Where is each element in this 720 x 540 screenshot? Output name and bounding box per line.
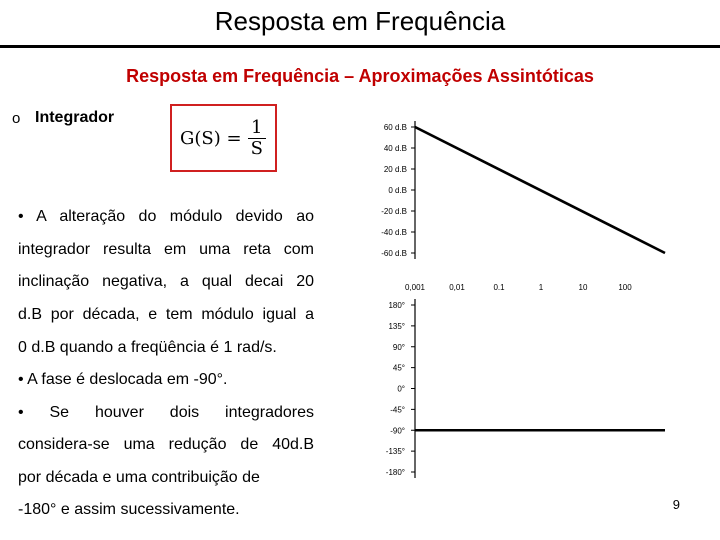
body-text-line-9: por década e uma contribuição de bbox=[18, 469, 260, 486]
body-text-line-3: inclinação negativa, a qual decai 20 bbox=[18, 273, 314, 290]
magnitude-x-tick-label: 0,01 bbox=[449, 283, 465, 292]
slide-title: Resposta em Frequência bbox=[214, 6, 506, 36]
section-bullet: o bbox=[12, 110, 21, 127]
magnitude-x-tick-label: 0,001 bbox=[404, 283, 426, 292]
transfer-function-box bbox=[170, 104, 277, 172]
phase-y-tick-label: -135° bbox=[385, 447, 405, 457]
body-text-line-1: • A alteração do módulo devido ao bbox=[18, 208, 314, 225]
body-text-line-8: considera-se uma redução de 40d.B bbox=[18, 436, 314, 453]
magnitude-y-tick-label: 40 d.B bbox=[383, 144, 407, 153]
magnitude-x-tick-label: 100 bbox=[618, 283, 632, 292]
phase-y-tick-label: -90° bbox=[390, 426, 405, 436]
formula-numerator: 1 bbox=[251, 117, 263, 138]
phase-y-tick-label: 45° bbox=[392, 363, 405, 373]
page-number: 9 bbox=[672, 497, 680, 512]
phase-y-tick-label: 90° bbox=[392, 342, 405, 352]
formula-denominator: S bbox=[248, 138, 266, 159]
magnitude-x-tick-label: 1 bbox=[538, 283, 544, 292]
slide-subtitle: Resposta em Frequência – Aproximações Assintóticas bbox=[126, 66, 594, 86]
magnitude-asymptote-line bbox=[415, 127, 665, 253]
body-text-line-4: d.B por década, e tem módulo igual a bbox=[18, 306, 314, 323]
body-text-line-2: integrador resulta em uma reta com bbox=[18, 241, 314, 258]
magnitude-y-tick-label: -60 d.B bbox=[381, 249, 407, 258]
magnitude-y-tick-label: 0 d.B bbox=[388, 186, 407, 195]
magnitude-y-tick-label: 60 d.B bbox=[383, 123, 407, 132]
section-label: Integrador bbox=[35, 109, 115, 126]
magnitude-x-tick-label: 10 bbox=[578, 283, 588, 292]
magnitude-y-tick-label: -40 d.B bbox=[381, 228, 407, 237]
body-text-line-7: • Se houver dois integradores bbox=[18, 404, 314, 421]
phase-y-tick-label: -180° bbox=[385, 468, 405, 477]
body-text-line-5: 0 d.B quando a freqüência é 1 rad/s. bbox=[18, 339, 277, 356]
body-text-line-10: -180° e assim sucessivamente. bbox=[18, 501, 240, 518]
formula-lhs: G(S) = bbox=[180, 128, 242, 149]
phase-y-tick-label: 0° bbox=[397, 384, 405, 394]
phase-y-tick-label: -45° bbox=[390, 405, 405, 415]
magnitude-x-tick-label: 0.1 bbox=[493, 283, 505, 292]
title-divider bbox=[0, 45, 720, 48]
magnitude-y-tick-label: 20 d.B bbox=[383, 165, 407, 174]
phase-y-tick-label: 135° bbox=[388, 321, 405, 331]
phase-chart bbox=[360, 295, 680, 480]
body-text-line-6: • A fase é deslocada em -90°. bbox=[18, 371, 228, 388]
formula-fraction bbox=[248, 118, 266, 159]
phase-y-tick-label: 180° bbox=[388, 301, 405, 310]
transfer-function-formula bbox=[180, 118, 266, 159]
magnitude-chart bbox=[360, 115, 680, 300]
magnitude-y-tick-label: -20 d.B bbox=[381, 207, 407, 216]
